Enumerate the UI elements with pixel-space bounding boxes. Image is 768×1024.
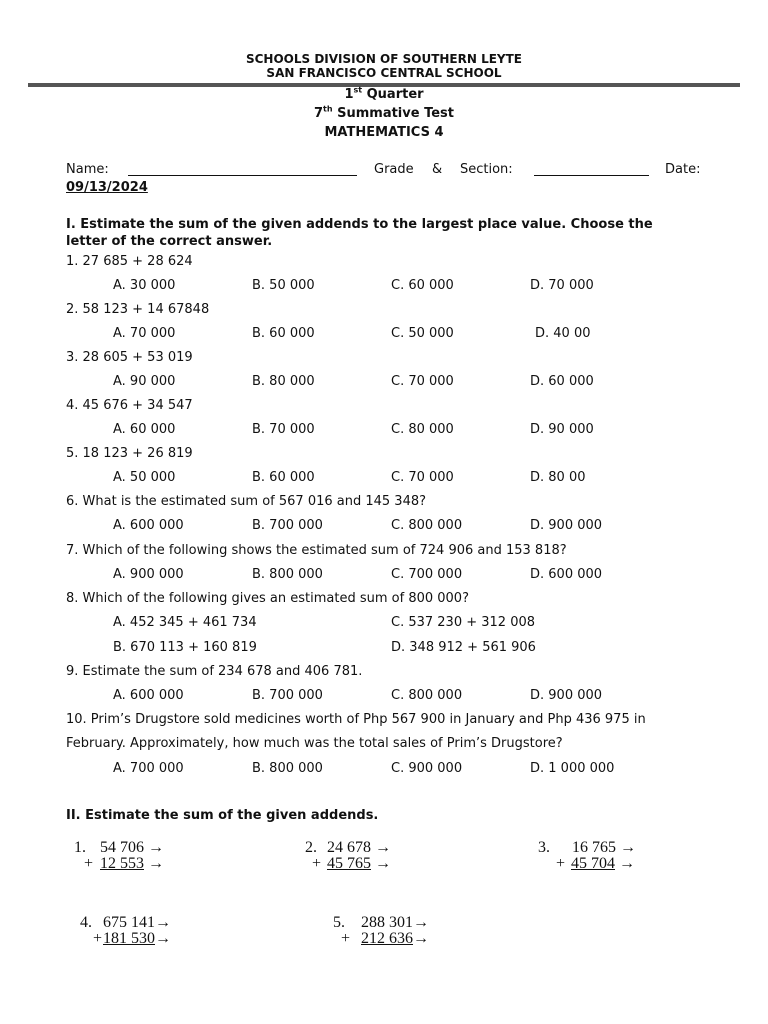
grade-section-field[interactable] — [534, 163, 649, 176]
option-c[interactable]: C. 800 000 — [391, 518, 463, 533]
plus-sign: + — [341, 930, 351, 947]
option-b[interactable]: B. 800 000 — [252, 761, 323, 776]
problem-number: 3. — [538, 839, 550, 856]
option-c[interactable]: C. 537 230 + 312 008 — [391, 615, 536, 630]
question-text: 4. 45 676 + 34 547 — [66, 398, 193, 413]
option-d[interactable]: D. 600 000 — [530, 567, 603, 582]
arrow-icon: → — [375, 855, 391, 872]
question-text: 10. Prim’s Drugstore sold medicines worth of Php 567 900 in January and Php 436 975 in — [66, 712, 646, 727]
plus-sign: + — [556, 855, 566, 872]
bottom-addend: 45 765 — [327, 855, 371, 872]
option-b[interactable]: B. 700 000 — [252, 688, 323, 703]
top-addend: 16 765 — [572, 839, 616, 856]
arrow-icon: → — [148, 839, 164, 856]
question-text: 8. Which of the following gives an estimated sum of 800 000? — [66, 591, 469, 606]
option-a[interactable]: A. 30 000 — [113, 278, 176, 293]
quarter-superscript: st — [353, 85, 363, 95]
bottom-addend-row — [103, 930, 171, 948]
bottom-addend-row — [571, 855, 635, 873]
grade-label: Grade — [374, 162, 414, 177]
top-addend: 24 678 — [327, 839, 371, 856]
problem-number: 2. — [305, 839, 317, 856]
top-addend: 54 706 — [100, 839, 144, 856]
arrow-icon: → — [619, 855, 635, 872]
bottom-addend-row — [361, 930, 429, 948]
option-b[interactable]: B. 700 000 — [252, 518, 323, 533]
subject-title: MATHEMATICS 4 — [324, 125, 444, 140]
division-name: SCHOOLS DIVISION OF SOUTHERN LEYTE — [245, 52, 523, 66]
question-text-continued: February. Approximately, how much was the total sales of Prim’s Drugstore? — [66, 736, 563, 751]
name-field[interactable] — [128, 163, 357, 176]
question-text: 6. What is the estimated sum of 567 016 and 145 348? — [66, 494, 427, 509]
option-c[interactable]: C. 70 000 — [391, 470, 454, 485]
test-number: 7 — [314, 106, 324, 121]
option-b[interactable]: B. 60 000 — [252, 470, 315, 485]
option-d[interactable]: D. 40 00 — [535, 326, 591, 341]
arrow-icon: → — [148, 855, 164, 872]
question-text: 5. 18 123 + 26 819 — [66, 446, 193, 461]
plus-sign: + — [93, 930, 103, 947]
top-addend: 675 141 — [103, 914, 155, 931]
part1-instruction-line1: I. Estimate the sum of the given addends to the largest place value. Choose the — [66, 217, 653, 232]
bottom-addend: 212 636 — [361, 930, 413, 947]
option-b[interactable]: B. 60 000 — [252, 326, 315, 341]
question-text: 7. Which of the following shows the estimated sum of 724 906 and 153 818? — [66, 543, 567, 558]
option-a[interactable]: A. 50 000 — [113, 470, 176, 485]
question-text: 2. 58 123 + 14 67848 — [66, 302, 210, 317]
question-text: 1. 27 685 + 28 624 — [66, 254, 193, 269]
option-a[interactable]: A. 452 345 + 461 734 — [113, 615, 257, 630]
arrow-icon: → — [155, 930, 171, 947]
ampersand: & — [432, 162, 443, 177]
test-word: Summative Test — [337, 106, 454, 121]
option-b[interactable]: B. 800 000 — [252, 567, 323, 582]
option-c[interactable]: C. 700 000 — [391, 567, 463, 582]
arrow-icon: → — [375, 839, 391, 856]
bottom-addend: 12 553 — [100, 855, 144, 872]
option-a[interactable]: A. 600 000 — [113, 688, 184, 703]
option-d[interactable]: D. 90 000 — [530, 422, 594, 437]
option-d[interactable]: D. 70 000 — [530, 278, 594, 293]
question-text: 3. 28 605 + 53 019 — [66, 350, 193, 365]
test-title — [0, 106, 768, 121]
section-label: Section: — [460, 162, 513, 177]
option-a[interactable]: A. 70 000 — [113, 326, 176, 341]
problem-number: 5. — [333, 914, 345, 931]
option-c[interactable]: C. 80 000 — [391, 422, 454, 437]
quarter-word: Quarter — [366, 87, 424, 102]
problem-number: 4. — [80, 914, 92, 931]
problem-number: 1. — [74, 839, 86, 856]
option-b[interactable]: B. 50 000 — [252, 278, 315, 293]
school-name: SAN FRANCISCO CENTRAL SCHOOL — [266, 66, 502, 80]
option-a[interactable]: A. 90 000 — [113, 374, 176, 389]
option-d[interactable]: D. 1 000 000 — [530, 761, 615, 776]
arrow-icon: → — [620, 839, 636, 856]
option-b[interactable]: B. 80 000 — [252, 374, 315, 389]
date-label: Date: — [665, 162, 701, 177]
option-a[interactable]: A. 600 000 — [113, 518, 184, 533]
option-d[interactable]: D. 60 000 — [530, 374, 594, 389]
quarter-number: 1 — [344, 87, 354, 102]
arrow-icon: → — [413, 930, 429, 947]
quarter-title — [0, 87, 768, 102]
option-c[interactable]: C. 800 000 — [391, 688, 463, 703]
part2-instruction: II. Estimate the sum of the given addends. — [66, 808, 379, 823]
option-d[interactable]: D. 80 00 — [530, 470, 586, 485]
test-superscript: th — [323, 104, 333, 114]
bottom-addend-row — [327, 855, 391, 873]
option-c[interactable]: C. 70 000 — [391, 374, 454, 389]
option-c[interactable]: C. 50 000 — [391, 326, 454, 341]
option-b[interactable]: B. 70 000 — [252, 422, 315, 437]
option-a[interactable]: A. 700 000 — [113, 761, 184, 776]
arrow-icon: → — [413, 914, 429, 931]
option-a[interactable]: A. 60 000 — [113, 422, 176, 437]
option-c[interactable]: C. 900 000 — [391, 761, 463, 776]
arrow-icon: → — [155, 914, 171, 931]
plus-sign: + — [84, 855, 94, 872]
bottom-addend: 181 530 — [103, 930, 155, 947]
question-text: 9. Estimate the sum of 234 678 and 406 781. — [66, 664, 363, 679]
plus-sign: + — [312, 855, 322, 872]
option-d[interactable]: D. 348 912 + 561 906 — [391, 640, 536, 655]
part1-instruction-line2: letter of the correct answer. — [66, 234, 273, 249]
option-c[interactable]: C. 60 000 — [391, 278, 454, 293]
date-value: 09/13/2024 — [66, 180, 148, 195]
name-label: Name: — [66, 162, 109, 177]
option-a[interactable]: A. 900 000 — [113, 567, 184, 582]
top-addend: 288 301 — [361, 914, 413, 931]
bottom-addend: 45 704 — [571, 855, 615, 872]
bottom-addend-row — [100, 855, 164, 873]
option-d[interactable]: D. 900 000 — [530, 688, 603, 703]
option-d[interactable]: D. 900 000 — [530, 518, 603, 533]
option-b[interactable]: B. 670 113 + 160 819 — [113, 640, 257, 655]
